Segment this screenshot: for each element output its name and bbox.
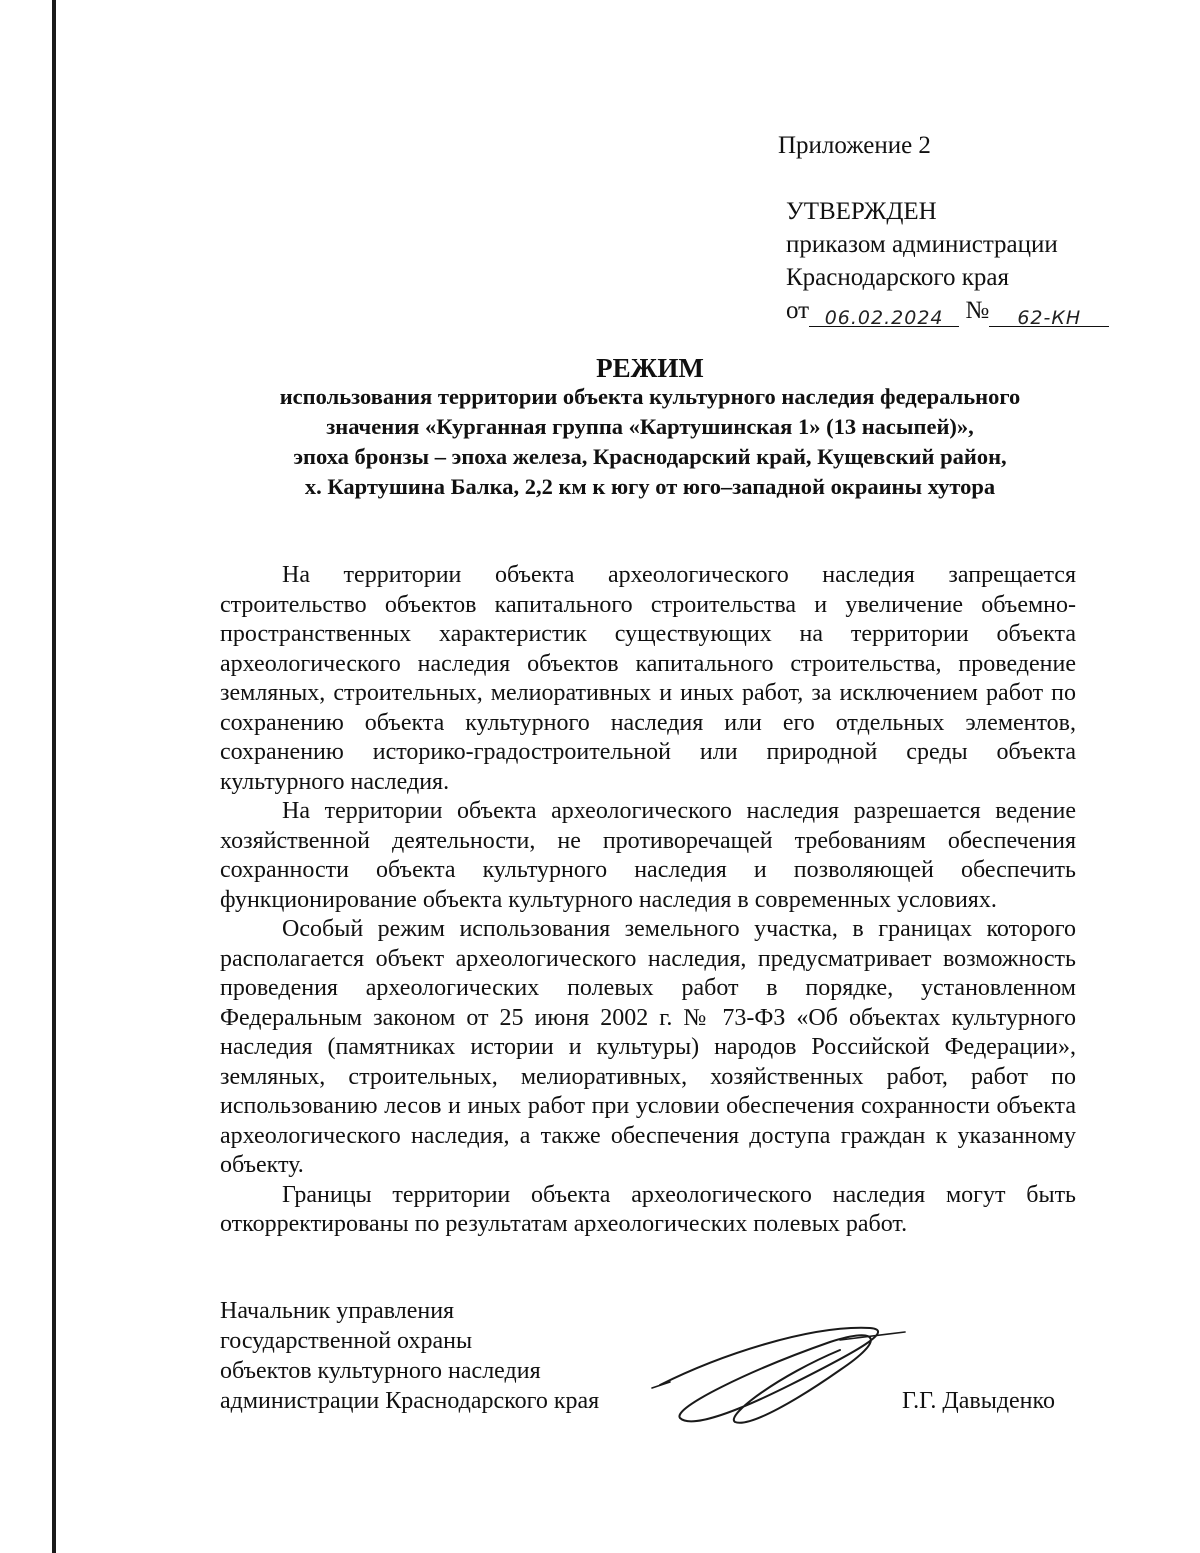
handwritten-signature [640,1310,920,1440]
number-prefix: № [965,297,990,324]
document-title: РЕЖИМ [596,353,704,383]
date-field [809,300,959,327]
signatory-name: Г.Г. Давыденко [902,1388,1055,1414]
subtitle-line: х. Картушина Балка, 2,2 км к югу от юго–западной окраины хутора [304,474,996,499]
document-body [220,561,1076,1240]
handwritten-number: 62-КН [1017,307,1082,329]
order-date-number [786,294,1109,328]
position-line: государственной охраны [220,1328,473,1354]
paragraph-special-regime: Особый режим использования земельного участка, в границах которого располагается объект археологического наследия, предусматривает возможность проведения археологических полевых работ в порядке, установленном Федеральным законом от 25 июня 2002 г. № 73-ФЗ «Об объектах культурного наследия (памятниках истории и культуры) народов Российской Федерации», земляных, строительных, мелиоративных, хозяйственных работ, работ по использованию лесов и иных работ при условии обеспечения сохранности объекта археологического наследия, а также обеспечения доступа граждан к указанному объекту. [220,916,1076,1178]
page-margin-line [52,0,56,1553]
subtitle-line: использования территории объекта культурного наследия федерального [279,384,1021,409]
number-field [989,300,1109,327]
subtitle-line: значения «Курганная группа «Картушинская 1» (13 насыпей)», [326,414,974,439]
approval-block [786,195,1109,328]
approval-status: УТВЕРЖДЕН [786,198,937,225]
approval-line-1: приказом администрации [786,231,1058,258]
signatory-position [220,1296,599,1416]
subtitle-line: эпоха бронзы – эпоха железа, Краснодарский край, Кущевский район, [293,444,1007,469]
position-line: администрации Краснодарского края [220,1388,600,1414]
paragraph-prohibition: На территории объекта археологического наследия запрещается строительство объектов капитального строительства и увеличение объемно-пространственных характеристик существующих на территории объекта археологического наследия объектов капитального строительства, проведение земляных, строительных, мелиоративных и иных работ, за исключением работ по сохранению объекта культурного наследия или его отдельных элементов, сохранению историко-градостроительной или природной среды объекта культурного наследия. [220,562,1076,795]
handwritten-date: 06.02.2024 [824,307,944,329]
approval-line-2: Краснодарского края [786,264,1009,291]
paragraph-permission: На территории объекта археологического наследия разрешается ведение хозяйственной деятельности, не противоречащей требованиям обеспечения сохранности объекта культурного наследия и позволяющей обеспечить функционирование объекта культурного наследия в современных условиях. [220,798,1076,913]
paragraph-boundaries: Границы территории объекта археологического наследия могут быть откорректированы по результатам археологических полевых работ. [220,1181,1076,1237]
document-subtitle [130,382,1170,502]
position-line: объектов культурного наследия [220,1358,541,1384]
position-line: Начальник управления [220,1298,455,1324]
appendix-label: Приложение 2 [778,132,931,159]
date-prefix: от [786,297,810,324]
